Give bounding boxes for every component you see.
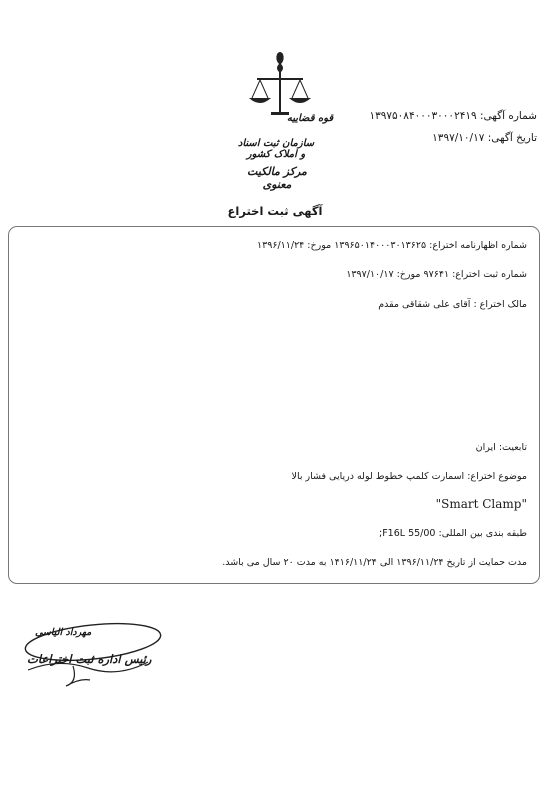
org-name: قوه قضاییه [286, 113, 334, 124]
international-classification: طبقه بندی بین المللی: F16L 55/00; [379, 528, 527, 539]
notice-meta [369, 105, 537, 149]
invention-subject: موضوع اختراع: اسمارت کلمپ خطوط لوله دریایی فشار بالا [291, 471, 527, 482]
signatory-name: مهرداد الیاسی [35, 627, 92, 638]
notice-body [8, 226, 540, 584]
registration-number: شماره ثبت اختراع: ۹۷۶۴۱ مورخ: ۱۳۹۷/۱۰/۱۷ [346, 269, 527, 280]
signatory-title: رئیس اداره ثبت اختراعات [27, 652, 152, 666]
invention-owner: مالک اختراع : آقای علی شقاقی مقدم [378, 299, 527, 310]
notice-number: شماره آگهی: ۱۳۹۷۵۰۸۴۰۰۰۳۰۰۰۲۴۱۹ [369, 110, 537, 122]
org-sub-ip-center: مرکز مالکیت معنوی [247, 165, 307, 191]
invention-english-name: "Smart Clamp" [435, 497, 527, 511]
protection-period: مدت حمایت از تاریخ ۱۳۹۶/۱۱/۲۴ الی ۱۴۱۶/۱۱/۲۴ به مدت ۲۰ سال می باشد. [222, 557, 527, 568]
nationality: تابعیت: ایران [475, 442, 527, 453]
notice-date: تاریخ آگهی: ۱۳۹۷/۱۰/۱۷ [432, 132, 537, 144]
declaration-number: شماره اظهارنامه اختراع: ۱۳۹۶۵۰۱۴۰۰۰۳۰۱۳۶۲۵ مورخ: ۱۳۹۶/۱۱/۲۴ [257, 240, 527, 251]
org-sub-registration: سازمان ثبت اسناد و املاک کشور [237, 138, 315, 160]
document-title: آگهی ثبت اختراع [227, 204, 323, 218]
